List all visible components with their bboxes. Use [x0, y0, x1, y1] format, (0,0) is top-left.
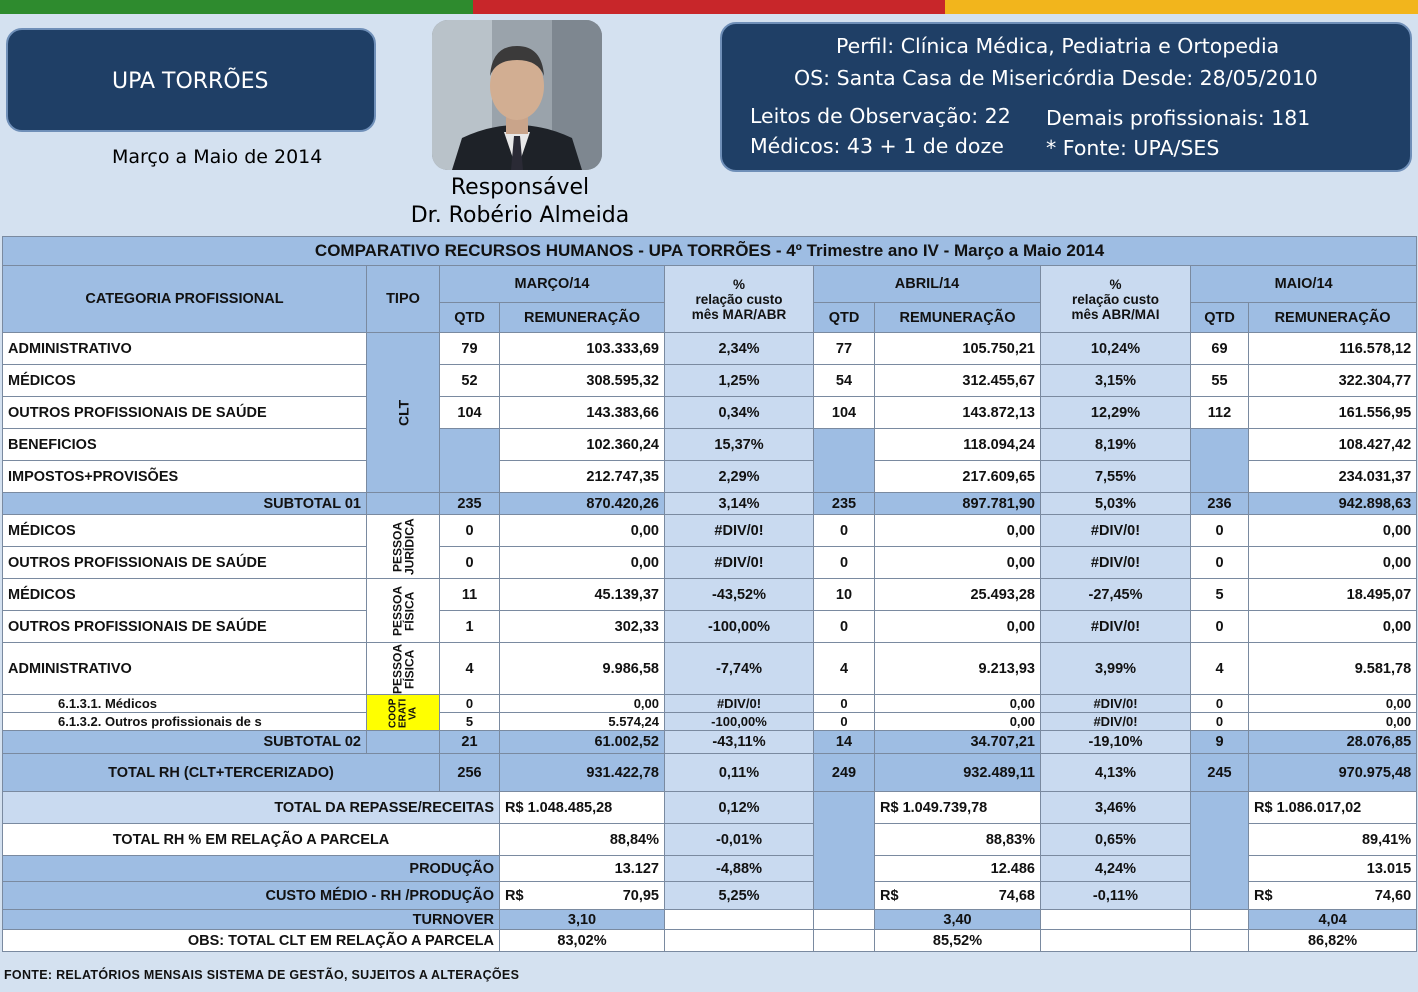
cell-qtd: 0 [1191, 515, 1249, 547]
hr-comparison-table [2, 236, 1417, 952]
cell-rem: 9.581,78 [1249, 643, 1417, 695]
cell-rem: 217.609,65 [875, 461, 1041, 493]
row-category: MÉDICOS [3, 365, 367, 397]
doctors-line: Médicos: 43 + 1 de doze [750, 134, 1004, 158]
cell-qtd: 0 [814, 695, 875, 713]
type-clt: CLT [367, 333, 440, 493]
row-category: OUTROS PROFISSIONAIS DE SAÚDE [3, 611, 367, 643]
period-label: Março a Maio de 2014 [112, 146, 323, 168]
cell-rem: 0,00 [1249, 515, 1417, 547]
summary-value: 3,10 [500, 910, 665, 930]
row-category: 6.1.3.1. Médicos [3, 695, 367, 713]
cell-qtd-empty [814, 429, 875, 493]
cell-pct: 3,15% [1041, 365, 1191, 397]
table-row [3, 579, 1417, 611]
unit-info-box [720, 22, 1412, 172]
cell-rem: 931.422,78 [500, 754, 665, 792]
qtd-header: QTD [440, 303, 500, 333]
row-category: TOTAL RH (CLT+TERCERIZADO) [3, 754, 440, 792]
type-pessoa-juridica: PESSOA JURÍDICA [367, 515, 440, 579]
summary-pct: -0,01% [665, 824, 814, 856]
cell-qtd: 245 [1191, 754, 1249, 792]
cell-qtd: 0 [1191, 611, 1249, 643]
summary-empty [665, 930, 814, 952]
cell-qtd: 55 [1191, 365, 1249, 397]
cell-qtd: 235 [814, 493, 875, 515]
cell-pct: -43,11% [665, 731, 814, 754]
cell-qtd: 4 [814, 643, 875, 695]
cell-pct: 7,55% [1041, 461, 1191, 493]
summary-label: TOTAL DA REPASSE/RECEITAS [3, 792, 500, 824]
summary-pct: 5,25% [665, 882, 814, 910]
cell-pct: #DIV/0! [1041, 515, 1191, 547]
currency-label: R$ [1254, 887, 1273, 904]
rem-header: REMUNERAÇÃO [1249, 303, 1417, 333]
cell-pct: 1,25% [665, 365, 814, 397]
cell-rem: 143.872,13 [875, 397, 1041, 429]
summary-empty [814, 930, 875, 952]
month2-header: ABRIL/14 [814, 266, 1041, 303]
summary-empty [1041, 930, 1191, 952]
cell-pct: #DIV/0! [1041, 695, 1191, 713]
cell-rem: 108.427,42 [1249, 429, 1417, 461]
cell-qtd: 0 [814, 515, 875, 547]
summary-value: 3,40 [875, 910, 1041, 930]
row-category: BENEFICIOS [3, 429, 367, 461]
responsible-caption [400, 174, 640, 230]
summary-pct: 0,12% [665, 792, 814, 824]
cell-pct: 2,34% [665, 333, 814, 365]
cell-rem: 0,00 [500, 547, 665, 579]
cell-qtd: 0 [440, 547, 500, 579]
beds-line: Leitos de Observação: 22 [750, 104, 1011, 128]
cell-qtd: 249 [814, 754, 875, 792]
cell-pct: #DIV/0! [1041, 713, 1191, 731]
cell-qtd: 54 [814, 365, 875, 397]
row-category: OUTROS PROFISSIONAIS DE SAÚDE [3, 547, 367, 579]
cell-qtd: 104 [814, 397, 875, 429]
cell-qtd: 0 [814, 611, 875, 643]
cell-pct: 8,19% [1041, 429, 1191, 461]
type-pessoa-fisica-admin: PESSOA FÍSICA [367, 643, 440, 695]
summary-pct: 0,65% [1041, 824, 1191, 856]
table-row [3, 611, 1417, 643]
source-footnote: FONTE: RELATÓRIOS MENSAIS SISTEMA DE GESTÃO, SUJEITOS A ALTERAÇÕES [4, 968, 520, 982]
cell-rem: 28.076,85 [1249, 731, 1417, 754]
os-line: OS: Santa Casa de Misericórdia Desde: 28/05/2010 [794, 66, 1318, 90]
cell-pct: 0,34% [665, 397, 814, 429]
table-row [3, 333, 1417, 365]
cell-rem: 0,00 [500, 515, 665, 547]
summary-value [500, 882, 665, 910]
cell-rem: 25.493,28 [875, 579, 1041, 611]
others-line: Demais profissionais: 181 [1046, 106, 1311, 130]
cell-rem: 942.898,63 [1249, 493, 1417, 515]
qtd-header: QTD [1191, 303, 1249, 333]
summary-number: 70,95 [622, 887, 659, 904]
cell-qtd: 9 [1191, 731, 1249, 754]
currency-label: R$ [880, 887, 899, 904]
flag-color-bar [0, 0, 1418, 14]
cell-qtd: 79 [440, 333, 500, 365]
table-row [3, 695, 1417, 713]
cell-rem: 0,00 [875, 713, 1041, 731]
type-empty [367, 493, 440, 515]
cell-rem: 103.333,69 [500, 333, 665, 365]
cell-qtd-empty [1191, 429, 1249, 493]
summary-value: R$ 1.086.017,02 [1249, 792, 1417, 824]
summary-label: TURNOVER [3, 910, 500, 930]
col-category-header: CATEGORIA PROFISSIONAL [3, 266, 367, 333]
summary-number: 74,68 [998, 887, 1035, 904]
cell-rem: 0,00 [875, 611, 1041, 643]
cell-rem: 9.213,93 [875, 643, 1041, 695]
cell-qtd: 0 [440, 695, 500, 713]
cell-qtd: 21 [440, 731, 500, 754]
cell-rem: 161.556,95 [1249, 397, 1417, 429]
cell-rem: 970.975,48 [1249, 754, 1417, 792]
cell-qtd: 0 [1191, 547, 1249, 579]
cell-qtd: 235 [440, 493, 500, 515]
row-category: ADMINISTRATIVO [3, 333, 367, 365]
cell-rem: 308.595,32 [500, 365, 665, 397]
month3-header: MAIO/14 [1191, 266, 1417, 303]
cell-qtd: 104 [440, 397, 500, 429]
summary-value: 12.486 [875, 856, 1041, 882]
summary-label: CUSTO MÉDIO - RH /PRODUÇÃO [3, 882, 500, 910]
cell-qtd: 0 [814, 547, 875, 579]
summary-empty [1191, 930, 1249, 952]
cell-qtd: 5 [1191, 579, 1249, 611]
cell-rem: 45.139,37 [500, 579, 665, 611]
cell-qtd: 256 [440, 754, 500, 792]
cell-pct: #DIV/0! [665, 547, 814, 579]
cell-rem: 897.781,90 [875, 493, 1041, 515]
summary-empty [814, 910, 875, 930]
cell-rem: 116.578,12 [1249, 333, 1417, 365]
cell-qtd: 10 [814, 579, 875, 611]
cell-qtd: 5 [440, 713, 500, 731]
cell-qtd: 0 [814, 713, 875, 731]
cell-pct: 12,29% [1041, 397, 1191, 429]
cell-pct: 3,14% [665, 493, 814, 515]
pct-header-1: % relação custo mês MAR/ABR [665, 266, 814, 333]
cell-rem: 322.304,77 [1249, 365, 1417, 397]
summary-pct: 3,46% [1041, 792, 1191, 824]
row-category: IMPOSTOS+PROVISÕES [3, 461, 367, 493]
cell-pct: 4,13% [1041, 754, 1191, 792]
responsible-name: Dr. Robério Almeida [410, 203, 630, 228]
cell-rem: 212.747,35 [500, 461, 665, 493]
cell-pct: #DIV/0! [1041, 611, 1191, 643]
cell-pct: -43,52% [665, 579, 814, 611]
rem-header: REMUNERAÇÃO [500, 303, 665, 333]
cell-pct: -100,00% [665, 611, 814, 643]
cell-rem: 0,00 [1249, 611, 1417, 643]
table-row [3, 397, 1417, 429]
summary-value: R$ 1.048.485,28 [500, 792, 665, 824]
subtotal-row [3, 493, 1417, 515]
summary-value [875, 882, 1041, 910]
cell-rem: 870.420,26 [500, 493, 665, 515]
cell-rem: 118.094,24 [875, 429, 1041, 461]
cell-pct: #DIV/0! [1041, 547, 1191, 579]
row-category: SUBTOTAL 02 [3, 731, 367, 754]
table-row [3, 365, 1417, 397]
total-row [3, 754, 1417, 792]
table-row [3, 643, 1417, 695]
cell-rem: 312.455,67 [875, 365, 1041, 397]
cell-rem: 34.707,21 [875, 731, 1041, 754]
rem-header: REMUNERAÇÃO [875, 303, 1041, 333]
cell-qtd: 0 [1191, 695, 1249, 713]
table-row [3, 515, 1417, 547]
row-category: 6.1.3.2. Outros profissionais de s [3, 713, 367, 731]
row-category: MÉDICOS [3, 579, 367, 611]
type-pessoa-fisica: PESSOA FÍSICA [367, 579, 440, 643]
cell-qtd-empty [440, 429, 500, 493]
currency-label: R$ [505, 887, 524, 904]
cell-rem: 5.574,24 [500, 713, 665, 731]
summary-pct: -4,88% [665, 856, 814, 882]
table-row [3, 547, 1417, 579]
cell-rem: 0,00 [1249, 713, 1417, 731]
subtotal-row [3, 731, 1417, 754]
cell-rem: 18.495,07 [1249, 579, 1417, 611]
qtd-header: QTD [814, 303, 875, 333]
summary-row [3, 792, 1417, 824]
table-title: COMPARATIVO RECURSOS HUMANOS - UPA TORRÕES - 4º Trimestre ano IV - Março a Maio 2014 [3, 237, 1417, 266]
summary-empty [1041, 910, 1191, 930]
summary-pct: -0,11% [1041, 882, 1191, 910]
cell-qtd: 236 [1191, 493, 1249, 515]
cell-qtd: 0 [1191, 713, 1249, 731]
summary-label: TOTAL RH % EM RELAÇÃO A PARCELA [3, 824, 500, 856]
summary-label: OBS: TOTAL CLT EM RELAÇÃO A PARCELA [3, 930, 500, 952]
cell-pct: -27,45% [1041, 579, 1191, 611]
row-category: SUBTOTAL 01 [3, 493, 367, 515]
summary-value: 4,04 [1249, 910, 1417, 930]
cell-pct: -7,74% [665, 643, 814, 695]
summary-spacer [1191, 792, 1249, 910]
summary-pct: 4,24% [1041, 856, 1191, 882]
cell-rem: 102.360,24 [500, 429, 665, 461]
summary-value [1249, 882, 1417, 910]
summary-value: R$ 1.049.739,78 [875, 792, 1041, 824]
profile-line: Perfil: Clínica Médica, Pediatria e Ortopedia [836, 34, 1280, 58]
cell-pct: #DIV/0! [665, 695, 814, 713]
summary-empty [1191, 910, 1249, 930]
summary-value: 88,84% [500, 824, 665, 856]
cell-qtd: 11 [440, 579, 500, 611]
type-empty [367, 731, 440, 754]
table-row [3, 429, 1417, 461]
cell-rem: 0,00 [1249, 547, 1417, 579]
cell-qtd: 0 [440, 515, 500, 547]
cell-pct: 3,99% [1041, 643, 1191, 695]
summary-value: 85,52% [875, 930, 1041, 952]
unit-name-box [6, 28, 376, 132]
source-line: * Fonte: UPA/SES [1046, 136, 1220, 160]
cell-rem: 0,00 [875, 547, 1041, 579]
cell-qtd: 4 [440, 643, 500, 695]
summary-number: 74,60 [1374, 887, 1412, 904]
month1-header: MARÇO/14 [440, 266, 665, 303]
summary-value: 88,83% [875, 824, 1041, 856]
col-type-header: TIPO [367, 266, 440, 333]
summary-empty [665, 910, 814, 930]
cell-pct: 10,24% [1041, 333, 1191, 365]
responsible-photo [432, 20, 602, 170]
cell-qtd: 1 [440, 611, 500, 643]
cell-qtd: 112 [1191, 397, 1249, 429]
summary-label: PRODUÇÃO [3, 856, 500, 882]
cell-rem: 143.383,66 [500, 397, 665, 429]
cell-rem: 932.489,11 [875, 754, 1041, 792]
cell-pct: 2,29% [665, 461, 814, 493]
summary-value: 89,41% [1249, 824, 1417, 856]
row-category: ADMINISTRATIVO [3, 643, 367, 695]
cell-rem: 302,33 [500, 611, 665, 643]
row-category: OUTROS PROFISSIONAIS DE SAÚDE [3, 397, 367, 429]
cell-pct: 0,11% [665, 754, 814, 792]
summary-row [3, 910, 1417, 930]
cell-qtd: 77 [814, 333, 875, 365]
cell-qtd: 4 [1191, 643, 1249, 695]
cell-rem: 61.002,52 [500, 731, 665, 754]
summary-spacer [814, 792, 875, 910]
cell-qtd: 14 [814, 731, 875, 754]
cell-pct: 15,37% [665, 429, 814, 461]
type-cooperativa: COOP ERATI VA [367, 695, 440, 731]
cell-pct: 5,03% [1041, 493, 1191, 515]
summary-value: 86,82% [1249, 930, 1417, 952]
cell-rem: 0,00 [875, 515, 1041, 547]
summary-value: 13.127 [500, 856, 665, 882]
responsible-label: Responsável [450, 175, 590, 200]
cell-pct: #DIV/0! [665, 515, 814, 547]
cell-rem: 0,00 [500, 695, 665, 713]
summary-value: 83,02% [500, 930, 665, 952]
cell-pct: -100,00% [665, 713, 814, 731]
cell-rem: 9.986,58 [500, 643, 665, 695]
cell-rem: 234.031,37 [1249, 461, 1417, 493]
unit-name: UPA TORRÕES [112, 69, 269, 94]
cell-rem: 105.750,21 [875, 333, 1041, 365]
summary-row [3, 930, 1417, 952]
cell-rem: 0,00 [875, 695, 1041, 713]
cell-rem: 0,00 [1249, 695, 1417, 713]
cell-pct: -19,10% [1041, 731, 1191, 754]
summary-value: 13.015 [1249, 856, 1417, 882]
cell-qtd: 52 [440, 365, 500, 397]
cell-qtd: 69 [1191, 333, 1249, 365]
row-category: MÉDICOS [3, 515, 367, 547]
pct-header-2: % relação custo mês ABR/MAI [1041, 266, 1191, 333]
table-row [3, 713, 1417, 731]
